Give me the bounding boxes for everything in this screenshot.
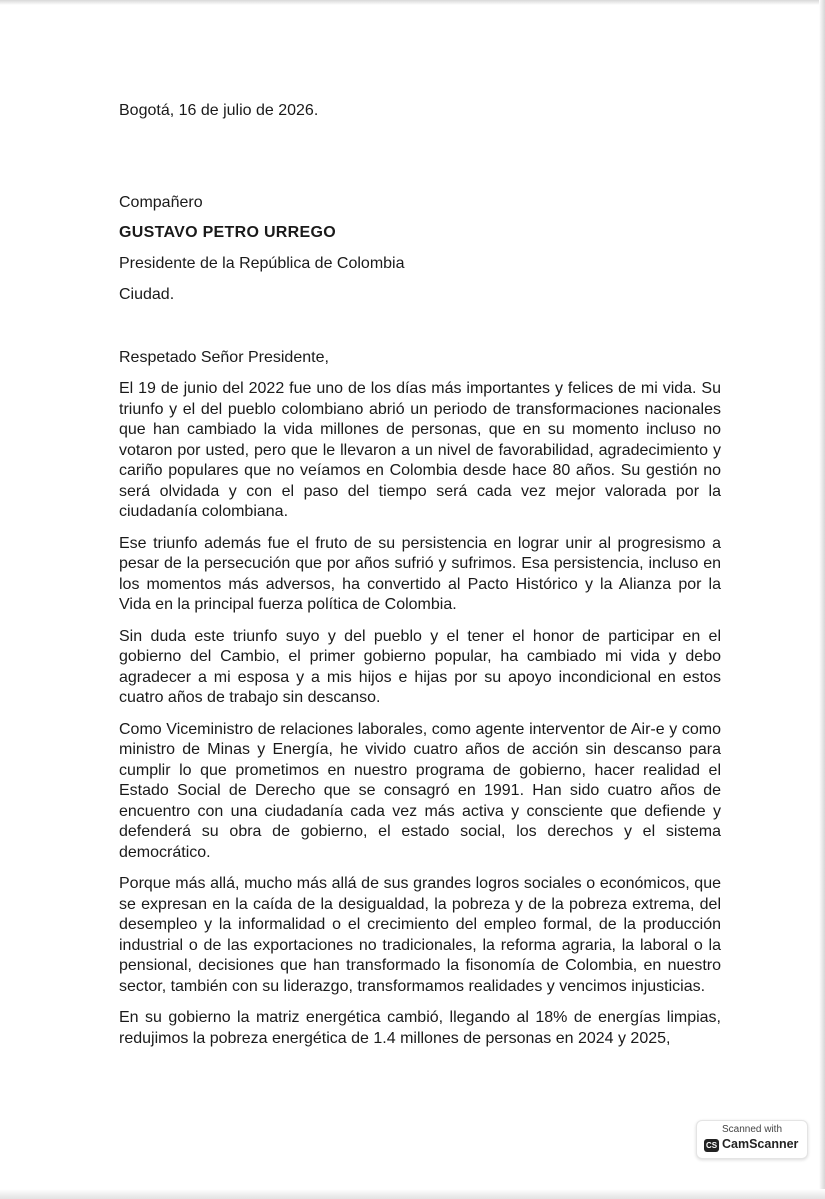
page-bottom-edge: [0, 1189, 825, 1199]
watermark-caption: Scanned with: [721, 1124, 783, 1135]
paragraph: Porque más allá, mucho más allá de sus grandes logros sociales o económicos, que se expresan en la caída de la desigualdad, la pobreza y de la pobreza extrema, del desempleo y la informalidad o el crecimiento del empleo formal, de la producción industrial o de las exportaciones no tradicionales, la reforma agraria, la laboral o la pensional, decisiones que han transformado la fisonomía de Colombia, en nuestro sector, también con su liderazgo, transformamos realidades y vencimos injusticias.: [119, 875, 721, 995]
letter-date: Bogotá, 16 de julio de 2026.: [119, 102, 319, 119]
paragraph: Ese triunfo además fue el fruto de su persistencia en lograr unir al progresismo a pesar de la persecución que por años sufrió y sufrimos. Esa persistencia, incluso en los momentos más adversos, ha convertido al Pacto Histórico y la Alianza por la Vida en la principal fuerza política de Colombia.: [119, 534, 721, 613]
letter-paragraphs: [119, 379, 721, 1060]
recipient-title: Presidente de la República de Colombia: [119, 255, 405, 272]
page-right-edge: [819, 0, 825, 1199]
recipient-salutation: Compañero: [119, 194, 203, 211]
letter-greeting: Respetado Señor Presidente,: [119, 349, 329, 366]
recipient-city: Ciudad.: [119, 286, 175, 303]
recipient-name: GUSTAVO PETRO URREGO: [119, 224, 336, 241]
paragraph: En su gobierno la matriz energética cambió, llegando al 18% de energías limpias, redujimos la pobreza energética de 1.4 millones de personas en 2024 y 2025,: [119, 1009, 721, 1047]
paragraph: Sin duda este triunfo suyo y del pueblo y el tener el honor de participar en el gobierno del Cambio, el primer gobierno popular, ha cambiado mi vida y debo agradecer a mi esposa y a mis hijos e hijas por su apoyo incondicional en estos cuatro años de trabajo sin descanso.: [119, 627, 721, 706]
page-top-edge: [0, 0, 825, 5]
watermark-brand: CamScanner: [722, 1137, 799, 1151]
camscanner-logo-icon: CS: [705, 1141, 718, 1150]
paragraph: Como Viceministro de relaciones laborales, como agente interventor de Air-e y como ministro de Minas y Energía, he vivido cuatro años de acción sin descanso para cumplir lo que prometimos en nuestro programa de gobierno, hacer realidad el Estado Social de Derecho que se consagró en 1991. Han sido cuatro años de encuentro con una ciudadanía cada vez más activa y consciente que defiende y defenderá su obra de gobierno, el estado social, los derechos y el sistema democrático.: [119, 720, 721, 861]
paragraph: El 19 de junio del 2022 fue uno de los días más importantes y felices de mi vida. Su triunfo y el del pueblo colombiano abrió un periodo de transformaciones nacionales que han cambiado la vida millones de personas, que en su momento incluso no votaron por usted, pero que le llevaron a un nivel de favorabilidad, agradecimiento y cariño populares que no veíamos en Colombia desde hace 80 años. Su gestión no será olvidada y con el paso del tiempo será cada vez mejor valorada por la ciudadanía colombiana.: [119, 380, 721, 520]
camscanner-watermark: [696, 1120, 808, 1159]
